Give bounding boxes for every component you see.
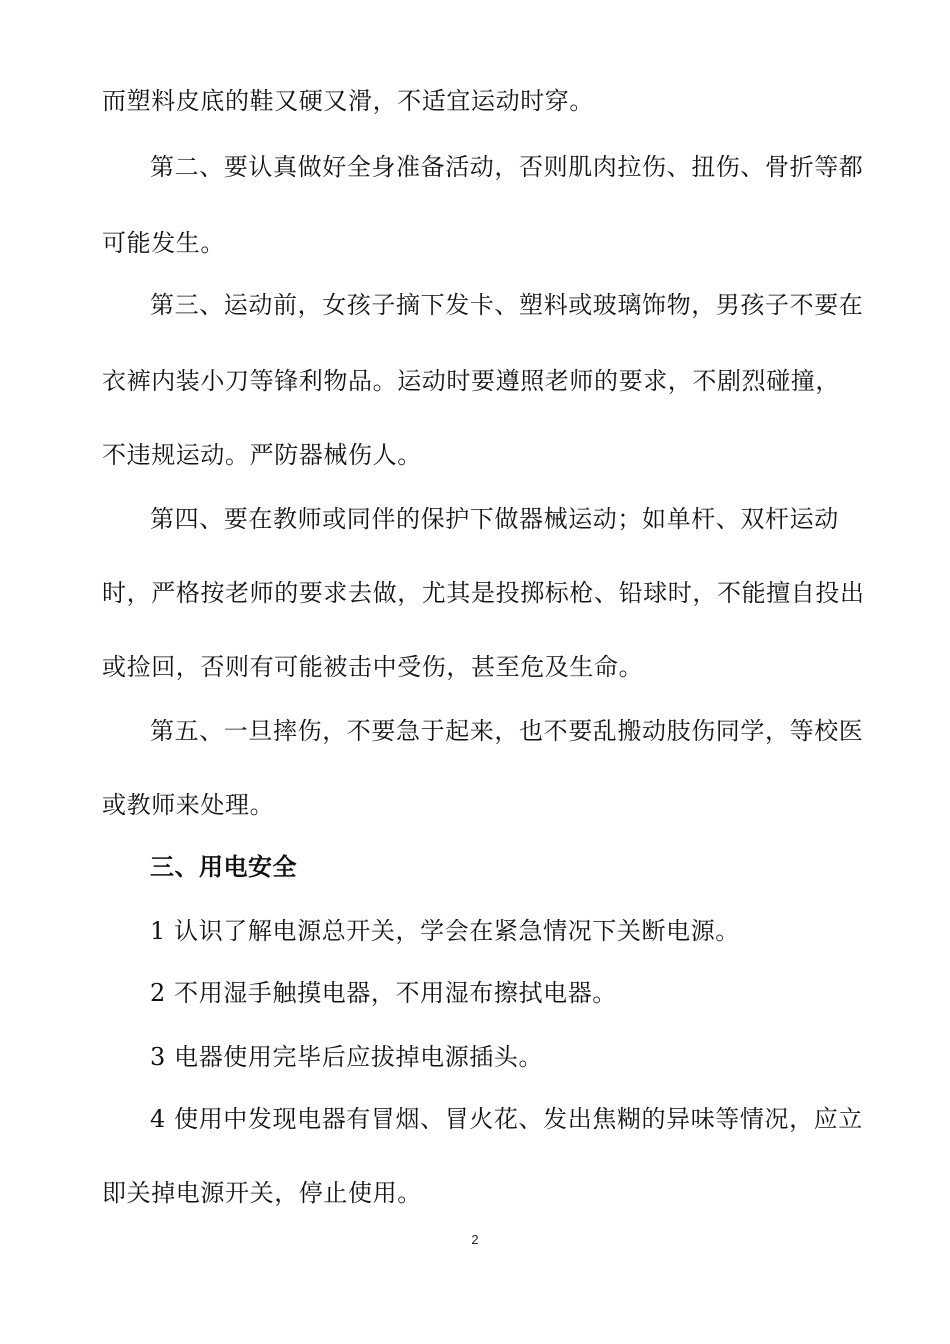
- text-line-4: 第三、运动前，女孩子摘下发卡、塑料或玻璃饰物，男孩子不要在: [150, 291, 864, 319]
- text-line-8: 时，严格按老师的要求去做，尤其是投掷标枪、铅球时，不能擅自投出: [102, 579, 865, 607]
- text-line-6: 不违规运动。严防器械伤人。: [102, 441, 422, 469]
- electric-item-1: 1 认识了解电源总开关，学会在紧急情况下关断电源。: [150, 917, 740, 945]
- text-line-2: 第二、要认真做好全身准备活动，否则肌肉拉伤、扭伤、骨折等都: [150, 153, 864, 181]
- text-line-9: 或捡回，否则有可能被击中受伤，甚至危及生命。: [102, 653, 644, 681]
- text-line-1: 而塑料皮底的鞋又硬又滑，不适宜运动时穿。: [102, 87, 594, 115]
- electric-item-2: 2 不用湿手触摸电器，不用湿布擦拭电器。: [150, 979, 617, 1007]
- text-line-7: 第四、要在教师或同伴的保护下做器械运动；如单杆、双杆运动: [150, 505, 839, 533]
- text-line-5: 衣裤内装小刀等锋利物品。运动时要遵照老师的要求，不剧烈碰撞，: [102, 367, 840, 395]
- text-line-11: 或教师来处理。: [102, 791, 275, 819]
- text-line-10: 第五、一旦摔伤，不要急于起来，也不要乱搬动肢伤同学，等校医: [150, 717, 864, 745]
- electric-item-4-continued: 即关掉电源开关，停止使用。: [102, 1179, 422, 1207]
- section-heading: 三、用电安全: [150, 853, 297, 881]
- electric-item-4: 4 使用中发现电器有冒烟、冒火花、发出焦糊的异味等情况，应立: [150, 1105, 863, 1133]
- electric-item-3: 3 电器使用完毕后应拔掉电源插头。: [150, 1043, 544, 1071]
- page-number: 2: [471, 1232, 479, 1247]
- text-line-3: 可能发生。: [102, 229, 225, 257]
